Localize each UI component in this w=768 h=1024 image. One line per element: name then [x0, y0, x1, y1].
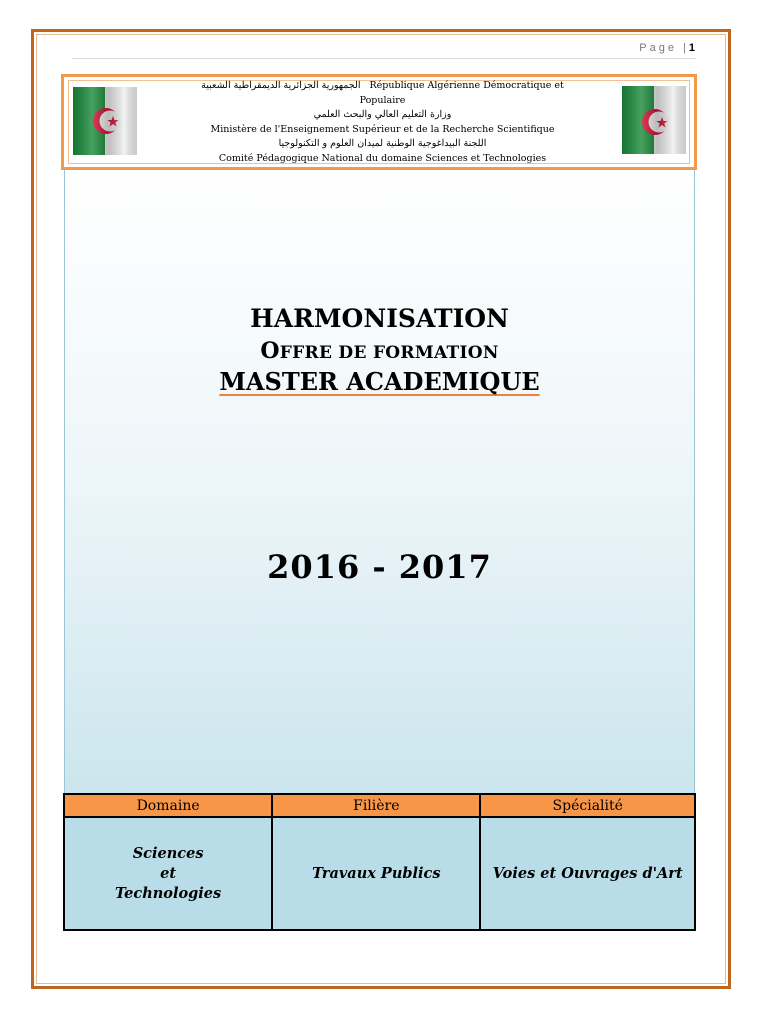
- column-header-domaine: Domaine: [64, 794, 272, 817]
- cell-specialite: Voies et Ouvrages d'Art: [480, 817, 695, 930]
- column-header-specialite: Spécialité: [480, 794, 695, 817]
- program-table: [63, 793, 696, 931]
- header-line-committee-arabic: اللجنة البيداغوجية الوطنية لميدان العلوم و التكنولوجيا: [278, 138, 487, 149]
- title-master-text: MASTER ACADEMIQUE: [219, 367, 540, 396]
- header-rule: [72, 58, 696, 59]
- column-header-filiere: Filière: [272, 794, 480, 817]
- header-line-republic: [150, 80, 615, 92]
- header-line-populaire: Populaire: [359, 95, 406, 106]
- header-line-ministry-arabic: وزارة التعليم العالي والبحث العلمي: [313, 109, 452, 120]
- algeria-flag-icon: [73, 87, 137, 155]
- cell-filiere: Travaux Publics: [272, 817, 480, 930]
- header-line-ministry-french: Ministère de l'Enseignement Supérieur et de la Recherche Scientifique: [210, 124, 555, 135]
- header-line-committee-french: Comité Pédagogique National du domaine Sciences et Technologies: [218, 153, 547, 164]
- header-republic-french: République Algérienne Démocratique et: [369, 80, 564, 91]
- academic-year: 2016 - 2017: [267, 548, 492, 586]
- title-offre-formation: [64, 338, 695, 364]
- domaine-line: Technologies: [115, 884, 222, 902]
- domaine-line: Sciences: [132, 844, 204, 862]
- algeria-flag-icon: [622, 86, 686, 154]
- cell-domaine: [64, 817, 272, 930]
- page-number-label: Page |: [639, 42, 689, 54]
- title-offre-rest: FFRE DE FORMATION: [279, 343, 499, 363]
- table-header-row: [64, 794, 695, 817]
- domaine-line: et: [160, 864, 177, 882]
- page-number: [600, 42, 695, 54]
- title-offre-initial: O: [260, 338, 280, 364]
- header-republic-arabic: الجمهورية الجزائرية الديمقراطية الشعبية: [201, 80, 361, 91]
- title-master-academique: [64, 367, 695, 396]
- page-number-value: 1: [688, 42, 695, 54]
- table-row: [64, 817, 695, 930]
- title-harmonisation: HARMONISATION: [250, 304, 509, 333]
